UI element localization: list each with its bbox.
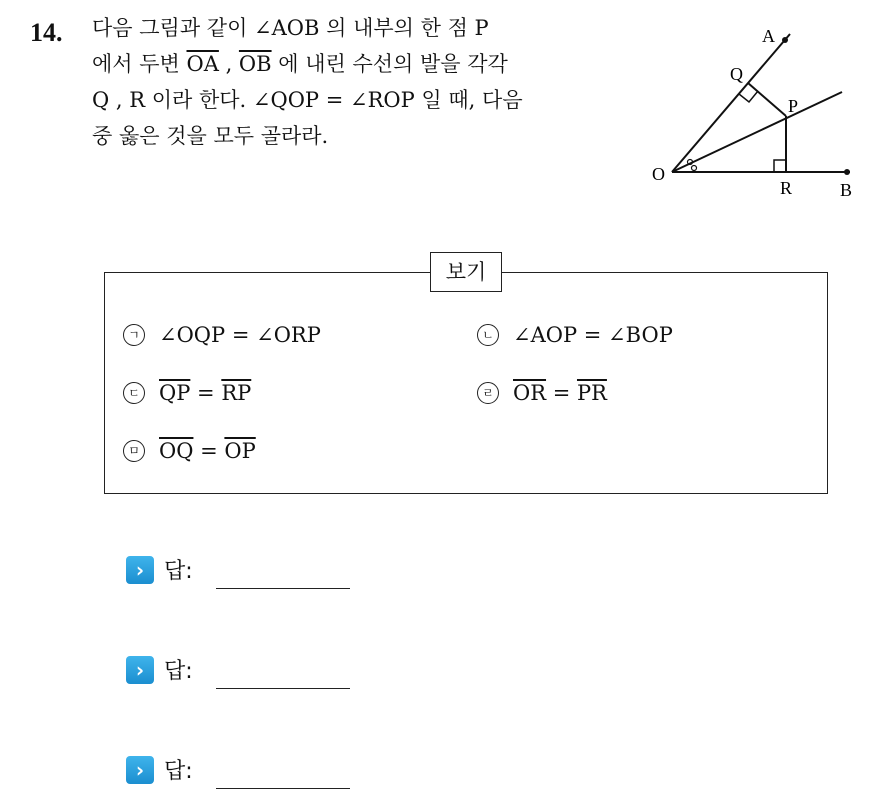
right-angle-mark-q — [739, 91, 758, 102]
bogi-item-3-left: $\overline{QP}$ — [159, 381, 191, 405]
chevron-right-icon: › — [126, 556, 154, 584]
answer-row-1 — [126, 554, 193, 585]
chevron-right-icon: › — [126, 756, 154, 784]
answer-label-2: 답: — [164, 659, 193, 684]
bogi-box — [104, 272, 828, 494]
bogi-title: 보기 — [430, 252, 502, 292]
label-q: Q — [730, 64, 743, 84]
segment-pq — [748, 83, 786, 116]
question-line-3: Q , R 이라 한다. ∠QOP = ∠ROP 일 때, 다음 — [92, 88, 523, 112]
question-line-2-pre: 에서 두변 — [92, 52, 187, 76]
question-line-1: 다음 그림과 같이 ∠AOB 의 내부의 한 점 P — [92, 16, 489, 40]
bogi-item-5 — [123, 439, 256, 463]
point-a — [782, 37, 788, 43]
bogi-marker-4: ㄹ — [477, 382, 499, 404]
answer-blank-2[interactable] — [216, 688, 350, 689]
label-b: B — [840, 180, 853, 200]
bogi-item-2-text: ∠AOP = ∠BOP — [513, 323, 673, 347]
answer-row-2 — [126, 654, 193, 685]
ray-op — [672, 92, 842, 172]
bogi-marker-1: ㄱ — [123, 324, 145, 346]
label-a: A — [762, 26, 775, 46]
label-r: R — [780, 178, 793, 198]
label-p: P — [788, 96, 799, 116]
question-line-2-post: 에 내린 수선의 발을 각각 — [271, 52, 508, 76]
question-number: 14. — [30, 18, 63, 47]
bogi-item-3-eq: = — [190, 381, 222, 405]
bogi-marker-3: ㄷ — [123, 382, 145, 404]
bogi-marker-5: ㅁ — [123, 440, 145, 462]
bogi-item-3-right: $\overline{RP}$ — [221, 381, 252, 405]
segment-oa: $\overline{OA}$ — [186, 52, 219, 76]
question-text — [92, 10, 632, 154]
bogi-marker-2: ㄴ — [477, 324, 499, 346]
question-line-2 — [92, 46, 632, 82]
bogi-item-4-right: $\overline{PR}$ — [576, 381, 607, 405]
bogi-item-5-left: $\overline{OQ}$ — [159, 439, 194, 463]
chevron-right-icon: › — [126, 656, 154, 684]
bogi-item-1-text: ∠OQP = ∠ORP — [159, 323, 321, 347]
point-b — [844, 169, 850, 175]
geometry-figure — [640, 12, 870, 202]
answer-row-3 — [126, 754, 193, 785]
angle-mark-2 — [692, 166, 697, 171]
answer-label-1: 답: — [164, 559, 193, 584]
question-line-4: 중 옳은 것을 모두 골라라. — [92, 124, 329, 148]
bogi-item-4-eq: = — [546, 381, 577, 405]
bogi-item-4 — [477, 381, 607, 405]
label-o: O — [652, 164, 665, 184]
bogi-item-4-left: $\overline{OR}$ — [513, 381, 547, 405]
bogi-item-5-right: $\overline{OP}$ — [224, 439, 256, 463]
bogi-item-2 — [477, 323, 673, 347]
answer-label-3: 답: — [164, 759, 193, 784]
bogi-item-5-eq: = — [193, 439, 225, 463]
segment-ob: $\overline{OB}$ — [238, 52, 272, 76]
answer-blank-1[interactable] — [216, 588, 350, 589]
answer-blank-3[interactable] — [216, 788, 350, 789]
question-line-2-mid: , — [218, 52, 239, 76]
bogi-item-1 — [123, 323, 321, 347]
right-angle-mark-r — [774, 160, 786, 172]
bogi-item-3 — [123, 381, 251, 405]
